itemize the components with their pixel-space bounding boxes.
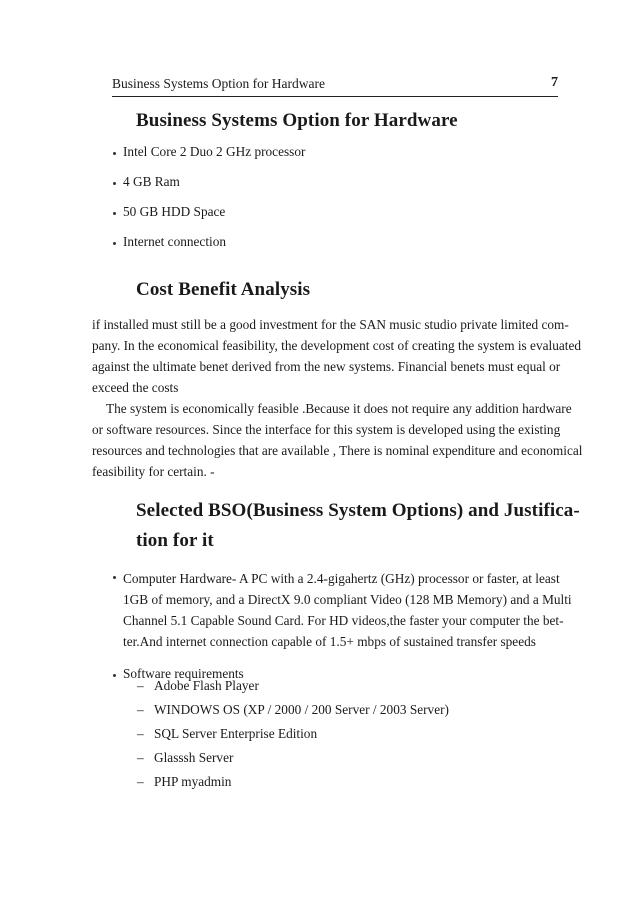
heading-cost-benefit: Cost Benefit Analysis xyxy=(136,279,311,300)
list-item: – Adobe Flash Player xyxy=(137,678,449,702)
text-line: resources and technologies that are available , There is nominal expenditure and economical xyxy=(92,443,583,458)
text-line: or software resources. Since the interface for this system is developed using the existing xyxy=(92,422,561,437)
running-title: Business Systems Option for Hardware xyxy=(112,76,325,91)
page-number: 7 xyxy=(551,75,558,90)
list-item: – SQL Server Enterprise Edition xyxy=(137,726,449,750)
list-item: 4 GB Ram xyxy=(113,174,305,204)
text-line: pany. In the economical feasibility, the development cost of creating the system is evaluated xyxy=(92,338,581,353)
heading-hardware: Business Systems Option for Hardware xyxy=(136,110,458,131)
cost-paragraph-1 xyxy=(92,314,581,398)
text-line: if installed must still be a good investment for the SAN music studio private limited com- xyxy=(92,317,569,332)
heading-line: Selected BSO(Business System Options) and Justifica- xyxy=(136,500,580,521)
text-line: feasibility for certain. - xyxy=(92,464,215,479)
text-line: Computer Hardware- A PC with a 2.4-gigahertz (GHz) processor or faster, at least xyxy=(123,571,560,586)
heading-selected-bso xyxy=(136,496,580,556)
list-item: 50 GB HDD Space xyxy=(113,204,305,234)
text-line: ter.And internet connection capable of 1.5+ mbps of sustained transfer speeds xyxy=(123,634,536,649)
cost-paragraph-2 xyxy=(92,398,583,482)
software-list xyxy=(137,678,449,798)
list-item: – Glasssh Server xyxy=(137,750,449,774)
list-item: Internet connection xyxy=(113,234,305,264)
running-header xyxy=(112,76,558,97)
list-item-software: Software requirements xyxy=(113,666,559,682)
bso-list xyxy=(113,568,572,682)
text-line: Channel 5.1 Capable Sound Card. For HD videos,the faster your computer the bet- xyxy=(123,613,564,628)
list-item: – WINDOWS OS (XP / 2000 / 200 Server / 2003 Server) xyxy=(137,702,449,726)
text-line: against the ultimate benet derived from the new systems. Financial benets must equal or xyxy=(92,359,561,374)
text-line: The system is economically feasible .Because it does not require any addition hardware xyxy=(106,401,572,416)
list-item: – PHP myadmin xyxy=(137,774,449,798)
list-item-computer-hardware xyxy=(113,568,572,652)
hardware-list xyxy=(113,144,305,264)
list-item: Intel Core 2 Duo 2 GHz processor xyxy=(113,144,305,174)
text-line: 1GB of memory, and a DirectX 9.0 compliant Video (128 MB Memory) and a Multi xyxy=(123,592,572,607)
text-line: exceed the costs xyxy=(92,380,179,395)
heading-line: tion for it xyxy=(136,530,214,551)
